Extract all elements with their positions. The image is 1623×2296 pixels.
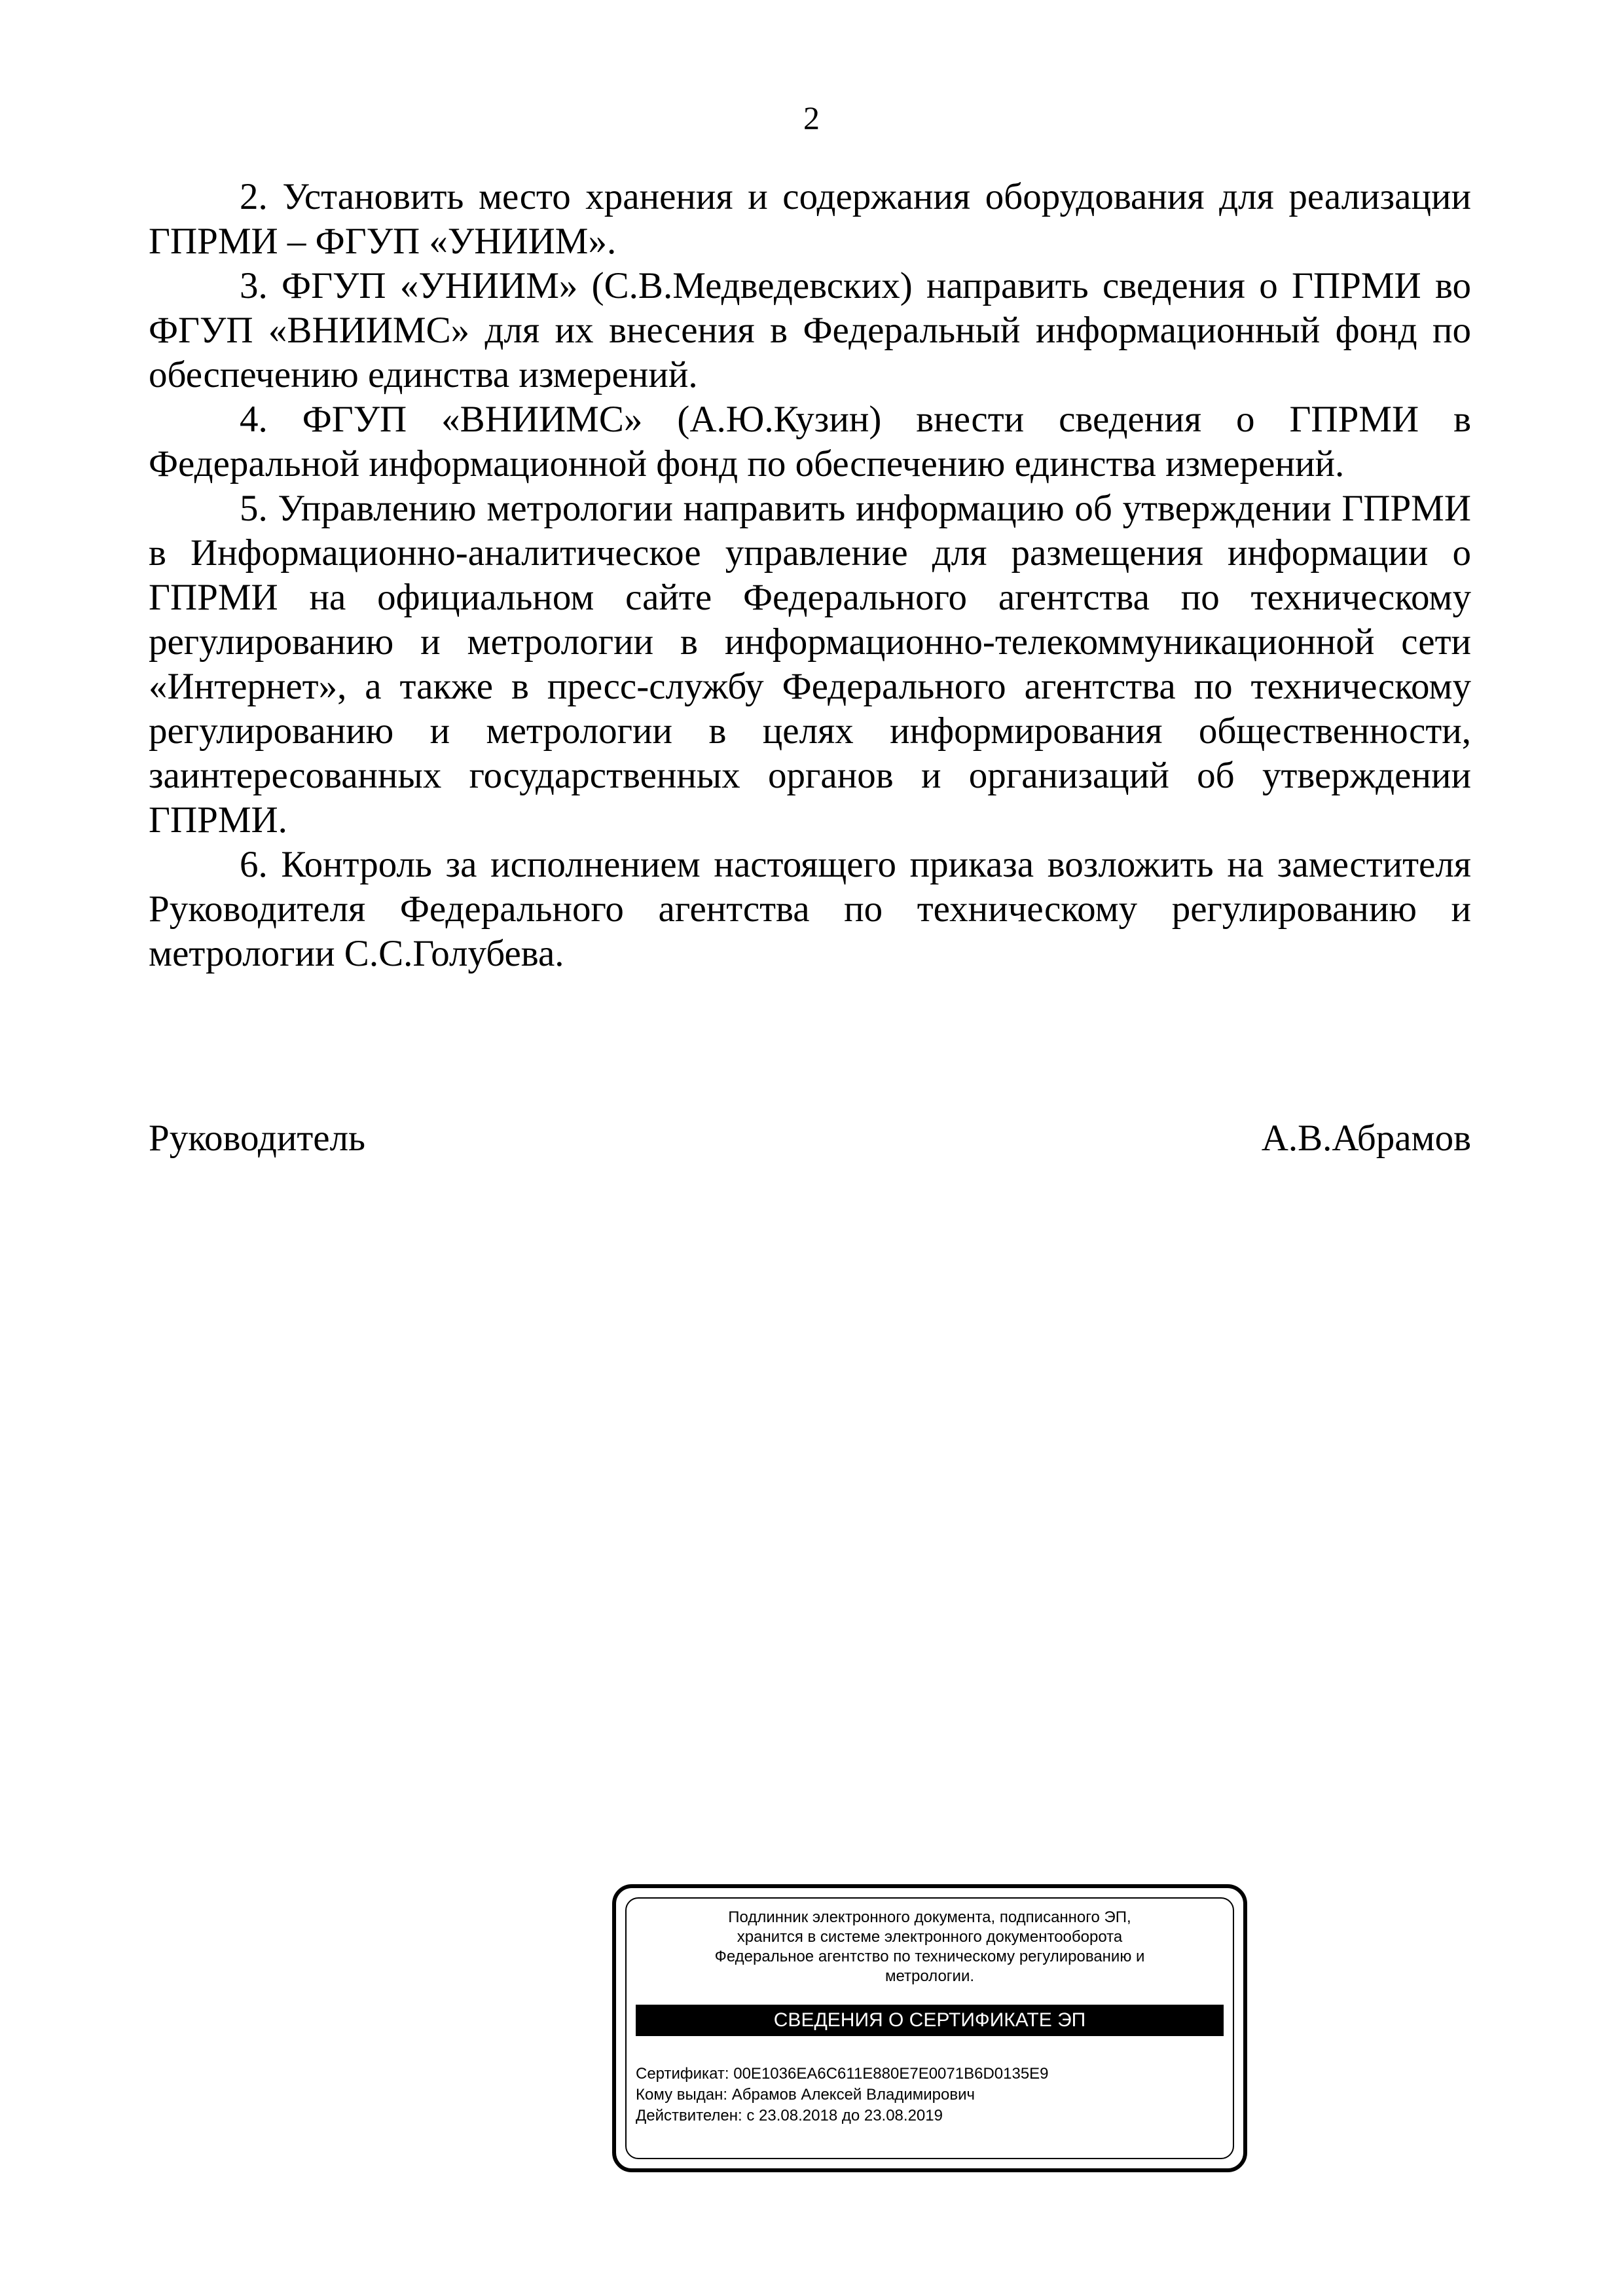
page-number: 2 — [803, 100, 820, 136]
signer-name: А.В.Абрамов — [1261, 1118, 1471, 1159]
signer-title: Руководитель — [149, 1118, 366, 1159]
stamp-certificate-header: СВЕДЕНИЯ О СЕРТИФИКАТЕ ЭП — [636, 2005, 1224, 2036]
document-body — [149, 175, 1471, 976]
stamp-caption-line: Подлинник электронного документа, подписанного ЭП, — [728, 1908, 1131, 1926]
stamp-caption-line: хранится в системе электронного документооборота — [737, 1928, 1123, 1946]
validity-label: Действителен: — [636, 2107, 742, 2124]
electronic-signature-stamp — [612, 1884, 1247, 2172]
paragraph-item-4: 4. ФГУП «ВНИИМС» (А.Ю.Кузин) внести сведения о ГПРМИ в Федеральной информационной фонд по обеспечению единства измерений. — [149, 399, 1471, 484]
certificate-label: Сертификат: — [636, 2065, 729, 2083]
stamp-certificate-details — [636, 2064, 1224, 2126]
paragraph-item-2: 2. Установить место хранения и содержания оборудования для реализации ГПРМИ – ФГУП «УНИИМ». — [149, 176, 1471, 262]
certificate-value: 00E1036EA6C611E880E7E0071B6D0135E9 — [733, 2065, 1049, 2083]
stamp-caption — [642, 1908, 1217, 1986]
paragraph-item-5: 5. Управлению метрологии направить информацию об утверждении ГПРМИ в Информационно-аналитическое управление для размещения информации о ГПРМИ на официальном сайте Федерального агентства по техническому регулированию и метрологии в информационно-телекоммуникационной сети «Интернет», а также в пресс-службу Федерального агентства по техническому регулированию и метрологии в целях информирования общественности, заинтересованных государственных органов и организаций об утверждении ГПРМИ. — [149, 488, 1471, 841]
issued-to-label: Кому выдан: — [636, 2086, 728, 2104]
validity-value: с 23.08.2018 до 23.08.2019 — [746, 2107, 943, 2124]
paragraph-item-6: 6. Контроль за исполнением настоящего приказа возложить на заместителя Руководителя Федерального агентства по техническому регулированию и метрологии С.С.Голубева. — [149, 844, 1471, 974]
stamp-caption-line: метрологии. — [884, 1967, 975, 1985]
certificate-row — [636, 2064, 1224, 2085]
paragraph-item-3: 3. ФГУП «УНИИМ» (С.В.Медведевских) направить сведения о ГПРМИ во ФГУП «ВНИИМС» для их внесения в Федеральный информационный фонд по обеспечению единства измерений. — [149, 265, 1471, 395]
stamp-caption-line: Федеральное агентство по техническому регулированию и — [714, 1948, 1145, 1965]
issued-to-row — [636, 2085, 1224, 2105]
issued-to-value: Абрамов Алексей Владимирович — [731, 2086, 976, 2104]
validity-row — [636, 2105, 1224, 2126]
